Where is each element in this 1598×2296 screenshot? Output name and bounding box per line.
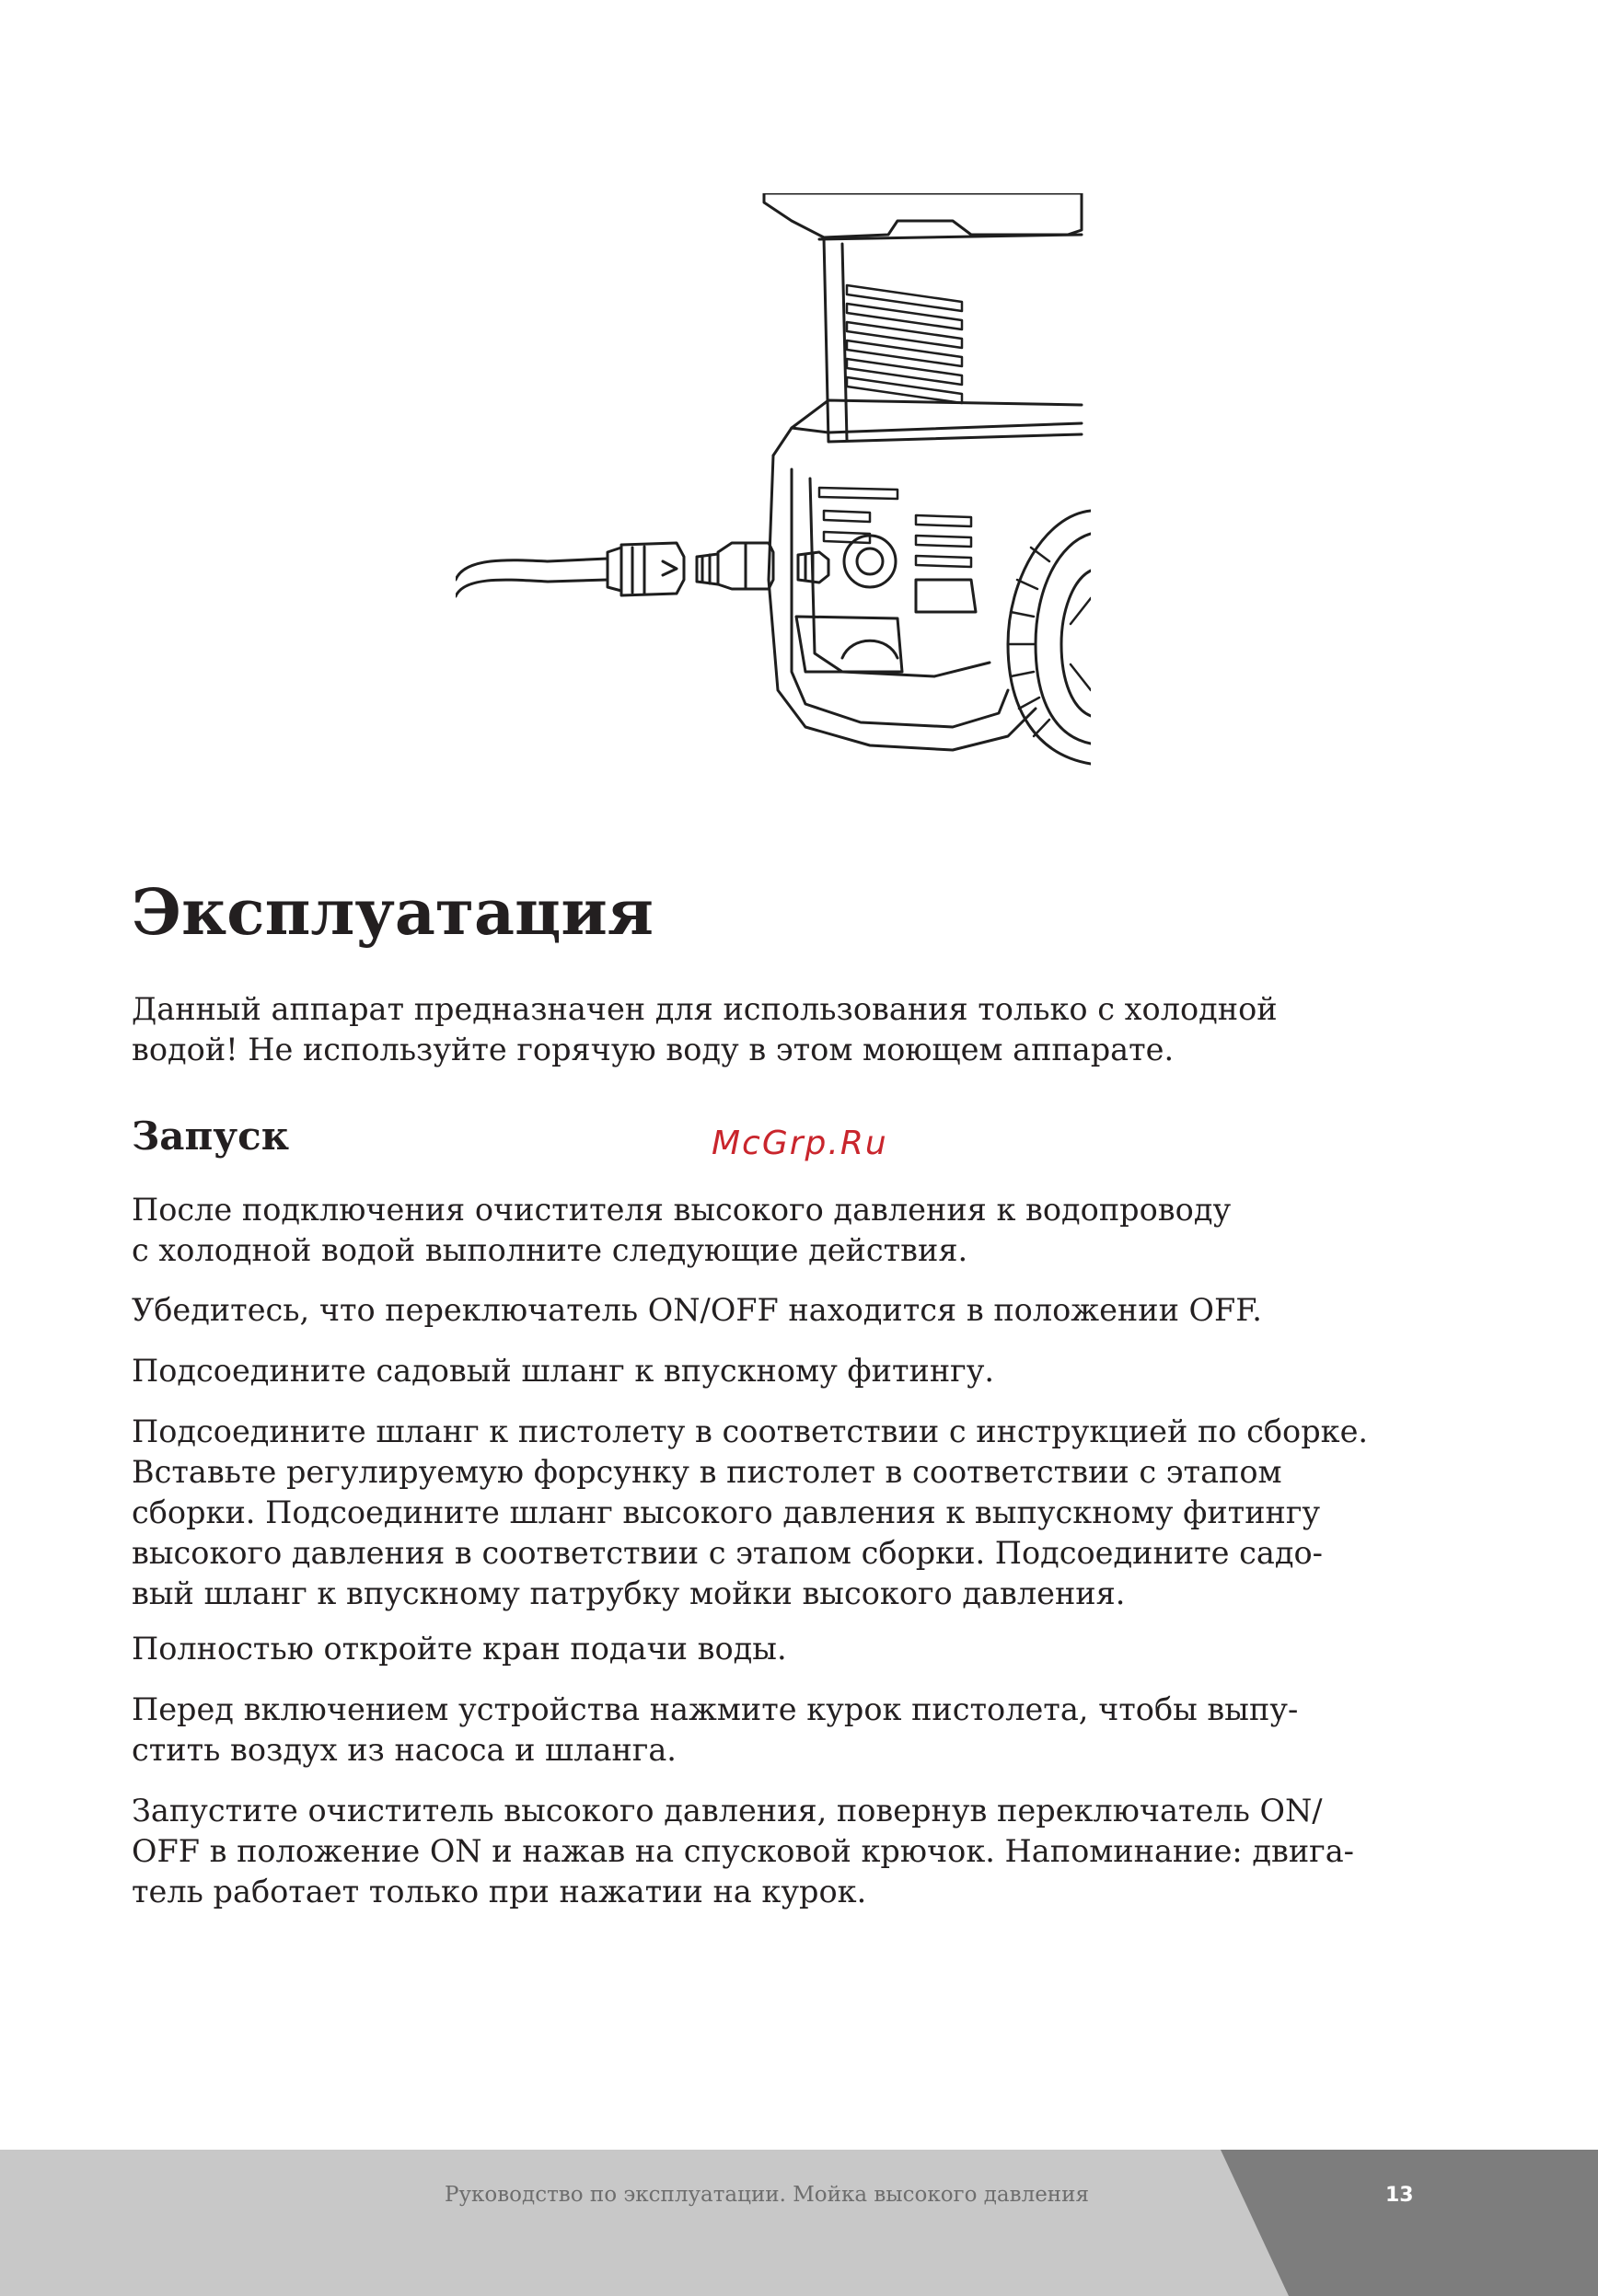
watermark: McGrp.Ru xyxy=(712,1125,888,1162)
paragraph xyxy=(132,1351,1476,1391)
text-line: Вставьте регулируемую форсунку в пистолет в соответствии с этапом xyxy=(132,1454,1282,1490)
text-line: OFF в положение ON и нажав на спусковой крючок. Напоминание: двига- xyxy=(132,1833,1354,1869)
text-line: стить воздух из насоса и шланга. xyxy=(132,1732,677,1768)
text-line: сборки. Подсоедините шланг высокого давления к выпускному фитингу xyxy=(132,1494,1321,1530)
text-line: высокого давления в соответствии с этапом сборки. Подсоедините садо- xyxy=(132,1535,1323,1571)
text-line: Перед включением устройства нажмите курок пистолета, чтобы выпу- xyxy=(132,1691,1299,1727)
paragraph xyxy=(132,1190,1476,1271)
text-line: Подсоедините шланг к пистолету в соответствии с инструкцией по сборке. xyxy=(132,1413,1369,1449)
paragraph xyxy=(132,1290,1476,1331)
footer-title: Руководство по эксплуатации. Мойка высокого давления xyxy=(445,2183,1089,2207)
footer-shape xyxy=(0,2150,1598,2296)
paragraph xyxy=(132,1791,1476,1912)
section-title: Запуск xyxy=(132,1113,290,1159)
text-line: После подключения очистителя высокого давления к водопроводу xyxy=(132,1192,1232,1228)
page-title: Эксплуатация xyxy=(132,876,654,950)
text-line: Запустите очиститель высокого давления, повернув переключатель ON/ xyxy=(132,1793,1323,1829)
text-line: Убедитесь, что переключатель ON/OFF находится в положении OFF. xyxy=(132,1292,1262,1328)
pressure-washer-hose-connection-icon xyxy=(456,193,1091,782)
text-line: Данный аппарат предназначен для использования только с холодной xyxy=(132,991,1278,1027)
paragraph xyxy=(132,1629,1476,1669)
text-line: водой! Не используйте горячую воду в этом моющем аппарате. xyxy=(132,1032,1175,1067)
text-line: тель работает только при нажатии на курок. xyxy=(132,1874,867,1909)
paragraph xyxy=(132,1690,1476,1771)
text-line: с холодной водой выполните следующие действия. xyxy=(132,1232,968,1268)
page-number: 13 xyxy=(1385,2184,1414,2207)
pressure-washer-illustration xyxy=(456,193,1091,782)
intro-paragraph xyxy=(132,989,1476,1070)
text-line: вый шланг к впускному патрубку мойки высокого давления. xyxy=(132,1575,1126,1611)
text-line: Подсоедините садовый шланг к впускному фитингу. xyxy=(132,1353,995,1389)
paragraph xyxy=(132,1412,1476,1614)
text-line: Полностью откройте кран подачи воды. xyxy=(132,1631,787,1667)
page-footer xyxy=(0,2150,1598,2296)
